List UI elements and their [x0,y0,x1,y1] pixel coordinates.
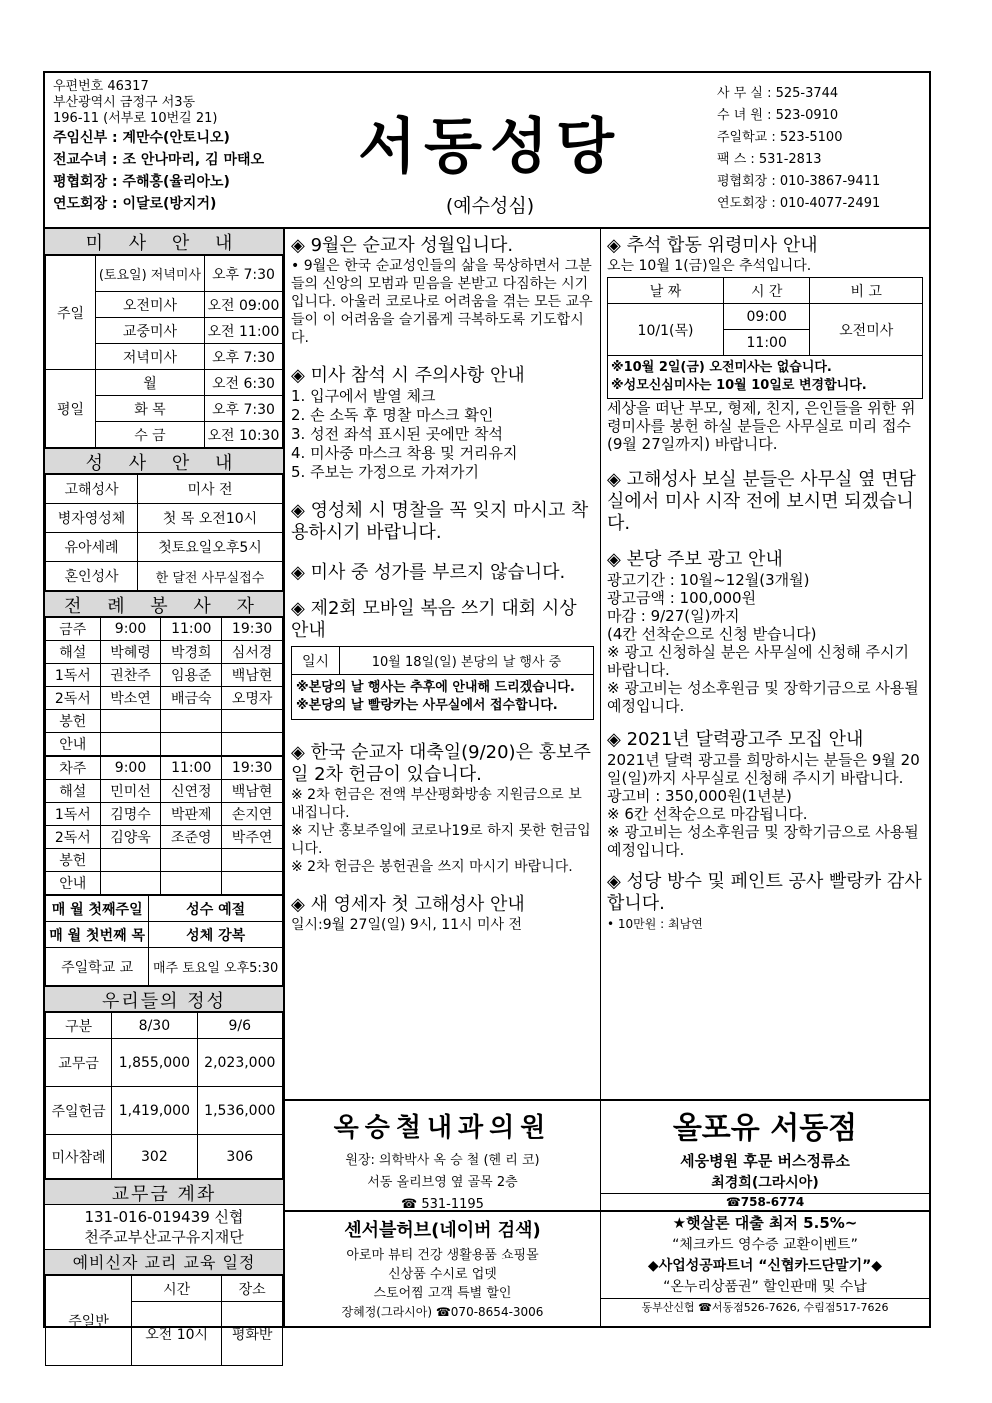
cell: 교중미사 [96,318,205,344]
offering-table [45,1012,283,1179]
ad-store [601,1099,929,1210]
cell: 민미선 [100,780,161,803]
bulletin [43,71,931,1343]
cell [161,849,222,872]
cell: (토요일) 저녁미사 [96,256,205,292]
notice-text: 일시:9월 27일(일) 9시, 11시 미사 전 [291,917,523,933]
memorial-table [607,277,923,356]
cell: 박주연 [222,826,283,849]
assoc: 연도회장 : 이달로(방지거) [53,196,217,212]
account-title: 교무금 계좌 [45,1179,283,1205]
cell: 백남현 [222,780,283,803]
cell: 유아세례 [46,533,138,562]
phone-list [717,83,880,215]
cell: 주일헌금 [46,1087,112,1135]
cell: 수 금 [96,422,205,448]
cell: 일시 [292,647,340,675]
cell: 해설 [46,641,101,664]
cell: 심서경 [222,641,283,664]
cell: 교무금 [46,1039,112,1087]
cell: 박경희 [161,641,222,664]
notes-table [45,895,283,986]
ad-title: 옥승철내과의원 [333,1113,552,1143]
cell: 매 월 첫번째 목 [46,922,149,948]
cell: 오후 7:30 [204,344,282,370]
ad-line: 최경희(그라시아) [711,1175,819,1191]
sacrament-table [45,474,283,591]
cell: 1독서 [46,803,101,826]
cell [100,710,161,733]
cell: 평일 [46,370,96,448]
ad-line: 신상품 수시로 업뎃 [388,1267,497,1282]
cell [161,872,222,895]
ad-line: 세웅병원 후문 버스정류소 [680,1152,850,1170]
phone: 주일학교 : 523-5100 [717,130,843,145]
page-title: 서동성당 [358,112,622,182]
cell: 오전 6:30 [204,370,282,396]
ad-line: “온누리상품권” 할인판매 및 수납 [663,1279,867,1295]
cell [222,849,283,872]
cell [100,733,161,756]
notice-heading: ◈ 영성체 시 명찰을 꼭 잊지 마시고 착용하시기 바랍니다. [291,500,589,543]
notice-text: 광고기간 : 10월~12월(3개월) 광고금액 : 100,000원 마감 : 9/27(일)까지 (4칸 선착순으로 신청 받습니다) ※ 광고 신청하실 분은 사무실에 신청해 주시기 바랍니다. ※ 광고비는 성소후원금 및 장학기금으로 사용될 예정입니다. [607,571,919,715]
notice-heading: ◈ 성당 방수 및 페인트 공사 빨랑카 감사합니다. [607,871,922,914]
ad-credit-union [601,1210,929,1326]
account-number: 131-016-019439 신협 [84,1208,244,1226]
cell: 19:30 [222,618,283,641]
cell [222,733,283,756]
notice-heading: ◈ 2021년 달력광고주 모집 안내 [607,729,864,750]
phone: 팩 스 : 531-2813 [717,152,822,167]
cell: 봉헌 [46,710,101,733]
cell: 8/30 [112,1013,197,1039]
cell: 시간 [132,1276,222,1302]
addr2: 196-11 (서부로 10번길 21) [53,111,218,126]
cell: 김양욱 [100,826,161,849]
cell: 백남현 [222,664,283,687]
notice-heading: ◈ 미사 참석 시 주의사항 안내 [291,365,525,386]
cell: 금주 [46,618,101,641]
cell: 임용준 [161,664,222,687]
ad-line: “체크카드 영수증 교환이벤트” [672,1237,858,1253]
cell: 오전 11:00 [204,318,282,344]
cell: 09:00 [723,304,809,330]
cell: 안내 [46,733,101,756]
cell: 안내 [46,872,101,895]
cell: 오전미사 [810,304,923,356]
cell: 혼인성사 [46,562,138,591]
cell: 오전 10시 [132,1302,222,1366]
cell: 성수 예절 [149,896,283,922]
servers-title: 전 례 봉 사 자 [45,591,283,617]
cell: 주일 [46,256,96,370]
cell: 오후 7:30 [204,256,282,292]
notice-heading: ◈ 제2회 모바일 복음 쓰기 대회 시상 안내 [291,598,577,641]
cell: 병자영성체 [46,504,138,533]
notice-text: • 10만원 : 최남연 [607,917,703,931]
cell: 주일반 [46,1276,132,1366]
council: 평협회장 : 주해홍(율리아노) [53,174,230,190]
cell: 2독서 [46,687,101,710]
cell: 배금숙 [161,687,222,710]
notice-heading: ◈ 미사 중 성가를 부르지 않습니다. [291,562,566,583]
notice-heading: ◈ 새 영세자 첫 고해성사 안내 [291,894,525,915]
notice-heading: ◈ 9월은 순교자 성월입니다. [291,235,514,256]
ad-line: 서동 올리브영 옆 골목 2층 [367,1175,518,1190]
ad-line: ☎758-6774 [601,1193,929,1210]
ad-title: 올포유 서동점 [672,1111,858,1146]
pastor: 주임신부 : 계만수(안토니오) [53,130,230,146]
cell: 오후 7:30 [204,396,282,422]
page-subtitle: (예수성심) [445,195,535,217]
cell: 저녁미사 [96,344,205,370]
cell: 조준영 [161,826,222,849]
edu-table [45,1275,283,1366]
cell: 오전 09:00 [204,292,282,318]
cell: 첫토요일오후5시 [138,533,283,562]
edu-title: 예비신자 교리 교육 일정 [45,1249,283,1275]
notice-text: 2021년 달력 광고를 희망하시는 분들은 9월 20일(일)까지 사무실로 신청해 주시기 바랍니다. 광고비 : 350,000원(1년분) ※ 6칸 선착순으로 마감됩니다. ※ 광고비는 성소후원금 및 장학기금으로 사용될 예정입니다. [607,751,920,859]
cell: 오전미사 [96,292,205,318]
event-table [291,646,594,675]
cell: 오명자 [222,687,283,710]
right-column [601,229,929,1099]
ad-line: 원장: 의학박사 옥 승 철 (헨 리 코) [345,1153,540,1168]
cell: 9:00 [100,618,161,641]
cell: 구분 [46,1013,112,1039]
cell: 한 달전 사무실접수 [138,562,283,591]
cell: 2독서 [46,826,101,849]
middle-column [285,229,601,1099]
cell: 첫 목 오전10시 [138,504,283,533]
cell: 11:00 [161,757,222,780]
servers-table-a [45,617,283,756]
notice-heading: ◈ 한국 순교자 대축일(9/20)은 홍보주일 2차 헌금이 있습니다. [291,742,591,785]
cell: 2,023,000 [197,1039,282,1087]
cell [100,872,161,895]
cell: 10/1(목) [608,304,724,356]
cell: 박판제 [161,803,222,826]
mass-table [45,255,283,448]
cell: 1,536,000 [197,1087,282,1135]
cell: 차주 [46,757,101,780]
account-name: 천주교부산교구유지재단 [84,1228,244,1246]
cell: 비 고 [810,278,923,304]
phone: 연도회장 : 010-4077-2491 [717,196,881,211]
cell [161,710,222,733]
cell: 1독서 [46,664,101,687]
cell: 시 간 [723,278,809,304]
event-note: ※본당의 날 행사는 추후에 안내해 드리겠습니다. ※본당의 날 빨랑카는 사무실에서 접수합니다. [291,675,594,720]
offering-title: 우리들의 정성 [45,986,283,1012]
account [45,1205,283,1249]
cell: 박혜령 [100,641,161,664]
notice-text: • 9월은 한국 순교성인들의 삶을 묵상하면서 그분들의 신앙의 모범과 믿음을 본받고 다짐하는 시기입니다. 아울러 코로나로 어려움을 겪는 모든 교우들이 이 어려움을 슬기롭게 극복하도록 기도합시다. [291,258,593,346]
cell: 1,855,000 [112,1039,197,1087]
addr1: 부산광역시 금정구 서3동 [53,95,196,110]
cell: 19:30 [222,757,283,780]
phone: 수 녀 원 : 523-0910 [717,108,839,123]
notice-text: 1. 입구에서 발열 체크 2. 손 소독 후 명찰 마스크 확인 3. 성전 좌석 표시된 곳에만 착석 4. 미사중 마스크 착용 및 거리유지 5. 주보는 가정으로 가져가기 [291,387,518,481]
memorial-note: ※10월 2일(금) 오전미사는 없습니다. ※성모신심미사는 10월 10일로 변경합니다. [607,356,923,399]
cell: 월 [96,370,205,396]
ad-line: 장혜정(그라시아) ☎070-8654-3006 [341,1305,544,1319]
servers-table-b [45,756,283,895]
cell: 매 월 첫째주일 [46,896,149,922]
notice-text: 오는 10월 1(금)일은 추석입니다. [607,258,812,274]
cell: 9/6 [197,1013,282,1039]
cell: 평화반 [222,1302,283,1366]
cell: 10월 18일(일) 본당의 날 행사 중 [340,647,594,675]
cell: 미사 전 [138,475,283,504]
notice-heading: ◈ 본당 주보 광고 안내 [607,549,783,570]
cell: 해설 [46,780,101,803]
cell: 화 목 [96,396,205,422]
cell: 매주 토요일 오후5:30 [149,948,283,986]
cell: 주일학교 교 [46,948,149,986]
notice-text: 세상을 떠난 부모, 형제, 친지, 은인들을 위한 위령미사를 봉헌 하실 분들은 사무실로 미리 접수(9월 27일까지) 바랍니다. [607,399,916,453]
cell: 박소연 [100,687,161,710]
mass-title: 미 사 안 내 [45,229,283,255]
cell: 306 [197,1135,282,1179]
cell: 신연정 [161,780,222,803]
cell: 9:00 [100,757,161,780]
cell: 날 짜 [608,278,724,304]
notice-heading: ◈ 추석 합동 위령미사 안내 [607,235,818,256]
ad-line: ★햇살론 대출 최저 5.5%~ [672,1214,858,1232]
cell: 고해성사 [46,475,138,504]
notice-text: ※ 2차 헌금은 전액 부산평화방송 지원금으로 보내집니다. ※ 지난 홍보주일에 코로나19로 하지 못한 헌금입니다. ※ 2차 헌금은 봉헌권을 쓰지 마시기 바랍니다. [291,787,591,875]
church-info [53,79,264,215]
ad-line: ◆사업성공파트너 “신협카드단말기”◆ [647,1258,883,1274]
phone: 사 무 실 : 525-3744 [717,86,839,101]
cell [161,733,222,756]
cell: 김명수 [100,803,161,826]
notice-heading: ◈ 고해성사 보실 분들은 사무실 옆 면담실에서 미사 시작 전에 보시면 되겠습니다. [607,469,916,534]
header [45,73,929,229]
cell: 성체 강복 [149,922,283,948]
ad-line: 아로마 뷰티 건강 생활용품 쇼핑몰 [346,1248,539,1263]
cell: 미사참례 [46,1135,112,1179]
nuns: 전교수녀 : 조 안나마리, 김 마태오 [53,152,265,168]
cell: 손지연 [222,803,283,826]
cell: 봉헌 [46,849,101,872]
postal: 우편번호 46317 [53,79,149,94]
ad-line: ☎ 531-1195 [401,1197,484,1212]
cell [100,849,161,872]
cell: 권찬주 [100,664,161,687]
ad-title: 센서블허브(네이버 검색) [344,1220,541,1241]
cell: 오전 10:30 [204,422,282,448]
cell: 1,419,000 [112,1087,197,1135]
ad-herb [285,1210,601,1326]
cell [222,872,283,895]
cell: 11:00 [161,618,222,641]
left-column [45,229,285,1343]
cell: 11:00 [723,330,809,356]
ad-line: 스토어찜 고객 특별 할인 [373,1286,512,1301]
ad-line: 동부산신협 ☎서동점526-7626, 수림점517-7626 [601,1298,929,1317]
ad-clinic [285,1099,601,1210]
phone: 평협회장 : 010-3867-9411 [717,174,881,189]
cell [222,710,283,733]
cell: 302 [112,1135,197,1179]
cell: 장소 [222,1276,283,1302]
sacrament-title: 성 사 안 내 [45,448,283,474]
